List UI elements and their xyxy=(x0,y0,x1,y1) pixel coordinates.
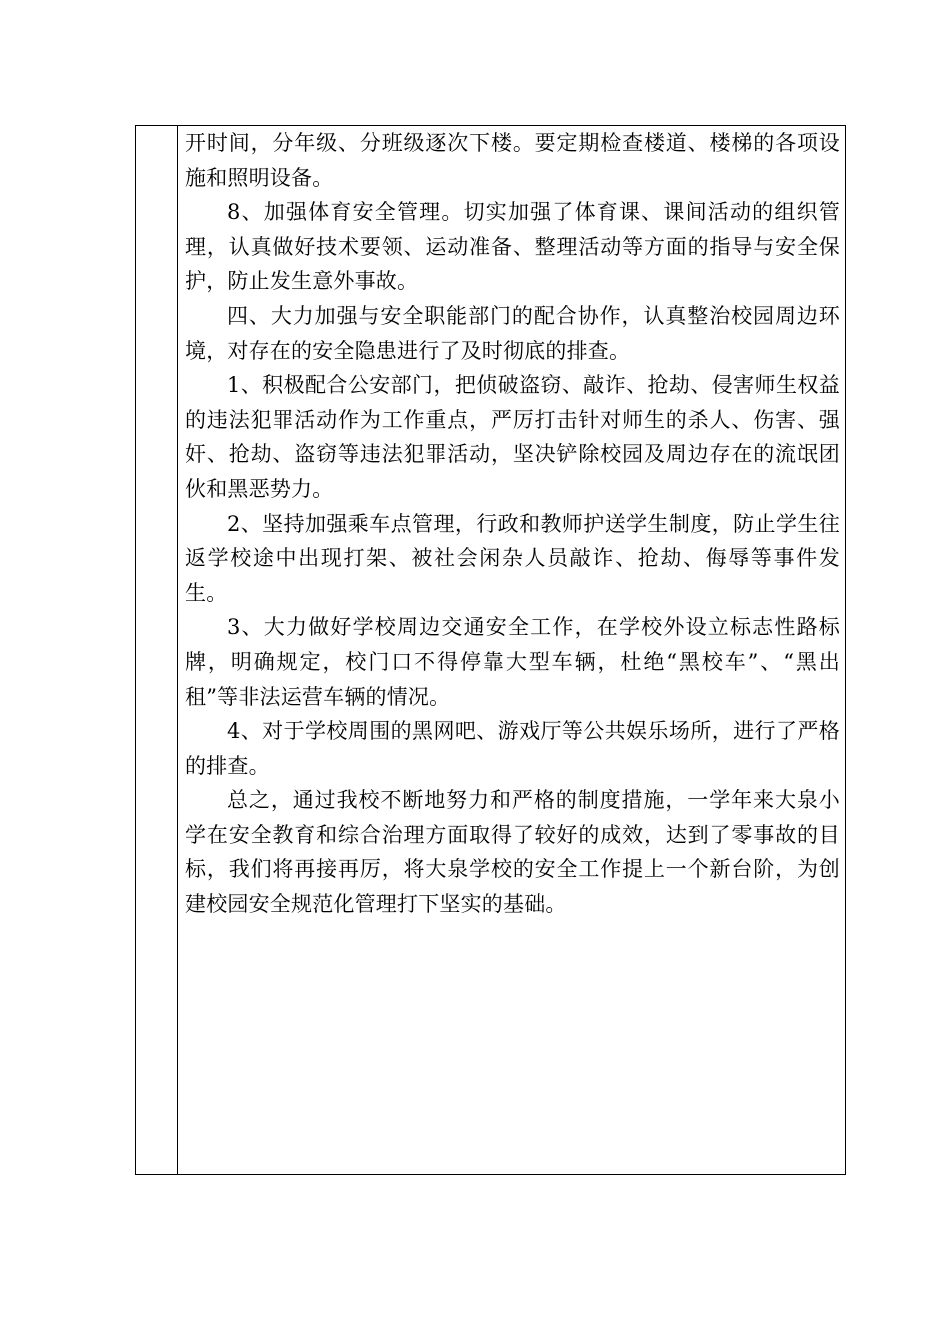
document-table xyxy=(135,125,846,1175)
paragraph-section-4: 四、大力加强与安全职能部门的配合协作，认真整治校园周边环境，对存在的安全隐患进行了及时彻底的排查。 xyxy=(185,303,840,363)
paragraph-item-2: 2、坚持加强乘车点管理，行政和教师护送学生制度，防止学生往返学校途中出现打架、被社会闲杂人员敲诈、抢劫、侮辱等事件发生。 xyxy=(185,511,840,605)
paragraph-item-4: 4、对于学校周围的黑网吧、游戏厅等公共娱乐场所，进行了严格的排查。 xyxy=(185,719,840,778)
table-content-cell xyxy=(185,126,840,922)
table-left-column xyxy=(136,126,178,1174)
paragraph-item-1: 1、积极配合公安部门，把侦破盗窃、敲诈、抢劫、侵害师生权益的违法犯罪活动作为工作重点，严厉打击针对师生的杀人、伤害、强奸、抢劫、盗窃等违法犯罪活动，坚决铲除校园及周边存在的流氓团伙和黑恶势力。 xyxy=(185,373,840,501)
paragraph-item-3: 3、大力做好学校周边交通安全工作，在学校外设立标志性路标牌，明确规定，校门口不得停靠大型车辆，杜绝“黑校车”、“黑出租”等非法运营车辆的情况。 xyxy=(185,615,840,709)
paragraph-summary: 总之，通过我校不断地努力和严格的制度措施，一学年来大泉小学在安全教育和综合治理方面取得了较好的成效，达到了零事故的目标，我们将再接再厉，将大泉学校的安全工作提上一个新台阶，为创建校园安全规范化管理打下坚实的基础。 xyxy=(185,788,840,917)
paragraph-item-8: 8、加强体育安全管理。切实加强了体育课、课间活动的组织管理，认真做好技术要领、运动准备、整理活动等方面的指导与安全保护，防止发生意外事故。 xyxy=(185,200,840,294)
paragraph-continuation: 开时间，分年级、分班级逐次下楼。要定期检查楼道、楼梯的各项设施和照明设备。 xyxy=(185,131,840,190)
